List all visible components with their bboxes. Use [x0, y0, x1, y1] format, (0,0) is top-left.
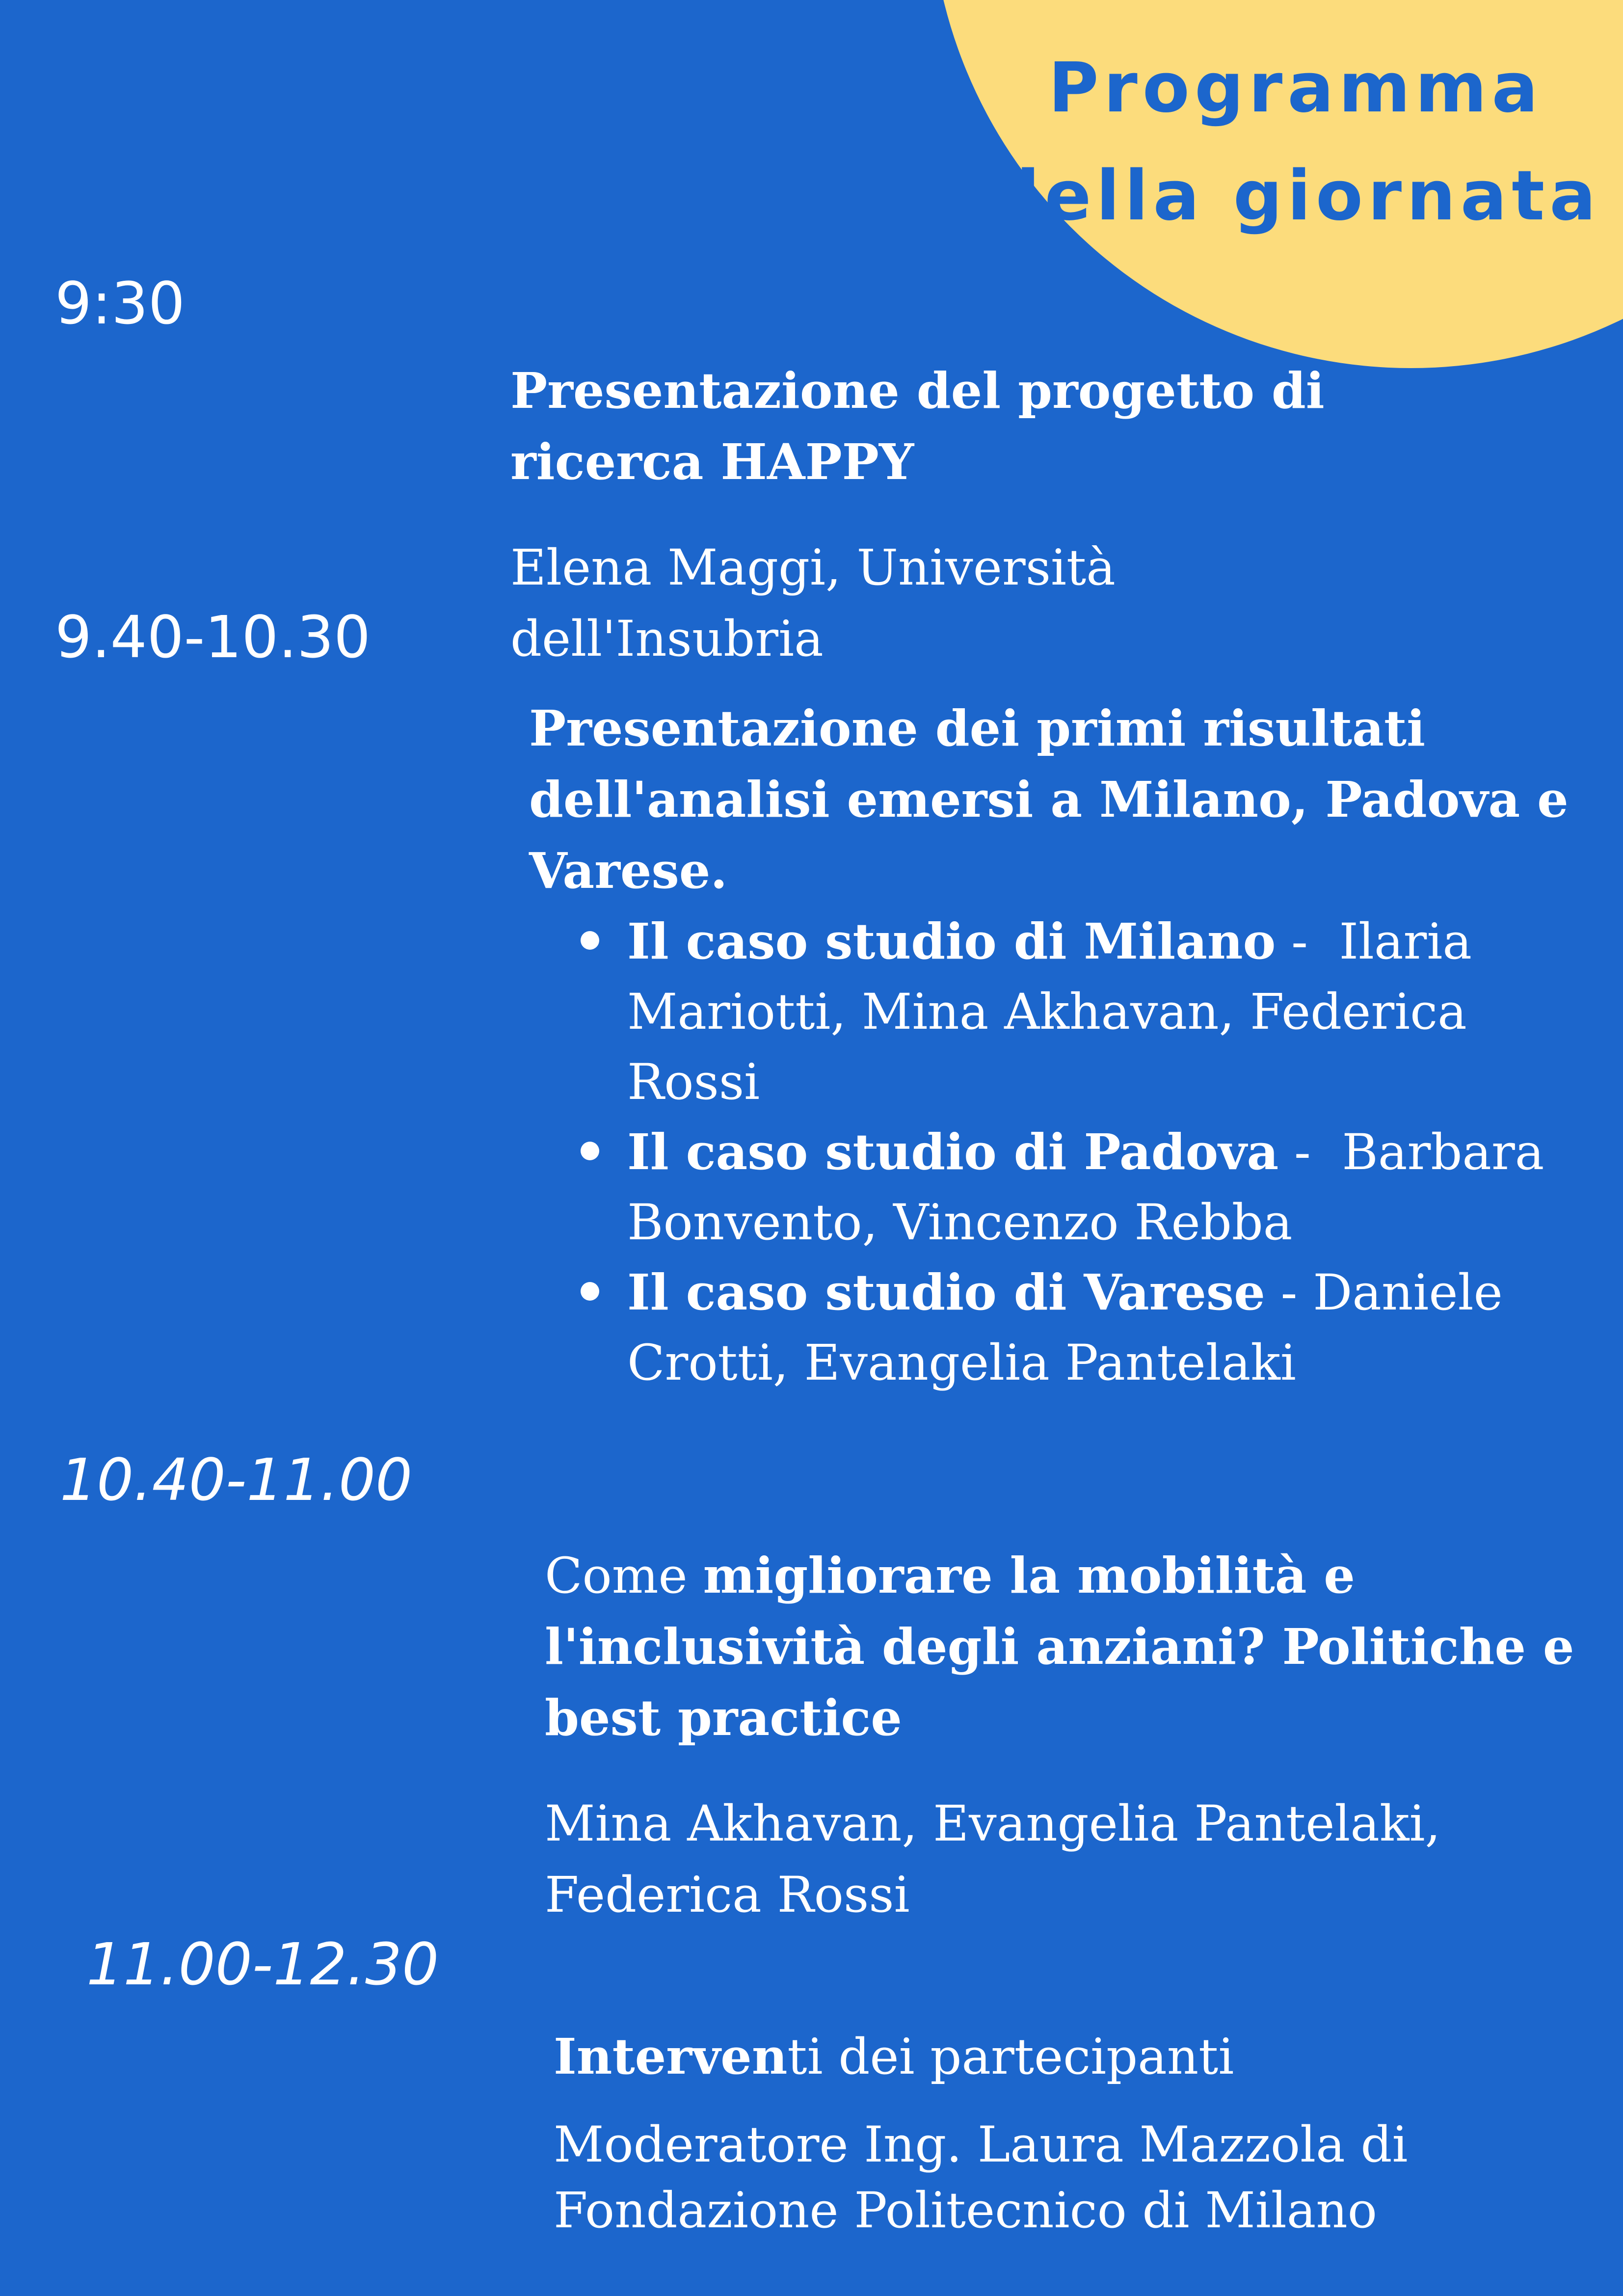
session-block	[545, 1540, 1590, 1930]
session-title-prefix: Come	[545, 1547, 703, 1604]
case-separator: -	[1276, 913, 1339, 970]
session-time: 9.40-10.30	[55, 603, 371, 671]
page-title	[972, 34, 1620, 250]
case-label: Il caso studio di Milano	[627, 912, 1276, 970]
session-time: 9:30	[55, 269, 185, 337]
bullet-icon	[581, 1142, 599, 1160]
case-separator: -	[1265, 1264, 1313, 1321]
case-people: Ilaria Mariotti, Mina Akhavan, Federica Rossi	[627, 913, 1472, 1111]
session-time: 10.40-11.00	[60, 1446, 413, 1514]
session-block	[510, 355, 1394, 674]
bullet-icon	[581, 1282, 599, 1301]
list-item	[529, 1117, 1589, 1257]
session-title-rest: ti dei partecipanti	[787, 2028, 1234, 2085]
session-title	[545, 1540, 1590, 1754]
session-speaker: Elena Maggi, Università dell'Insubria	[510, 539, 1116, 667]
session-block	[554, 2021, 1584, 2243]
session-moderator: Moderatore Ing. Laura Mazzola di Fondazione Politecnico di Milano	[554, 2116, 1408, 2239]
bullet-icon	[581, 931, 599, 950]
list-item	[529, 907, 1589, 1117]
case-separator: -	[1278, 1123, 1327, 1181]
session-title-bold: Interven	[554, 2028, 788, 2085]
session-time: 11.00-12.30	[86, 1930, 439, 1998]
session-title	[554, 2021, 1584, 2092]
case-label: Il caso studio di Padova	[627, 1123, 1279, 1181]
page-title-line2: della giornata	[990, 156, 1601, 236]
case-people: Barbara Bonvento, Vincenzo Rebba	[627, 1123, 1544, 1251]
session-title: Presentazione dei primi risultati dell'analisi emersi a Milano, Padova e Varese.	[529, 699, 1569, 900]
case-study-list	[529, 907, 1589, 1398]
session-title: Presentazione del progetto di ricerca HAPPY	[510, 362, 1325, 491]
case-people: Daniele Crotti, Evangelia Pantelaki	[627, 1264, 1503, 1391]
page-title-line1: Programma	[1048, 48, 1543, 128]
session-speaker: Mina Akhavan, Evangelia Pantelaki, Federica Rossi	[545, 1795, 1441, 1923]
list-item	[529, 1257, 1589, 1398]
session-title-bold: migliorare la mobilità e l'inclusività degli anziani? Politiche e best practice	[545, 1547, 1574, 1747]
session-block	[529, 693, 1589, 1398]
case-label: Il caso studio di Varese	[627, 1263, 1265, 1321]
